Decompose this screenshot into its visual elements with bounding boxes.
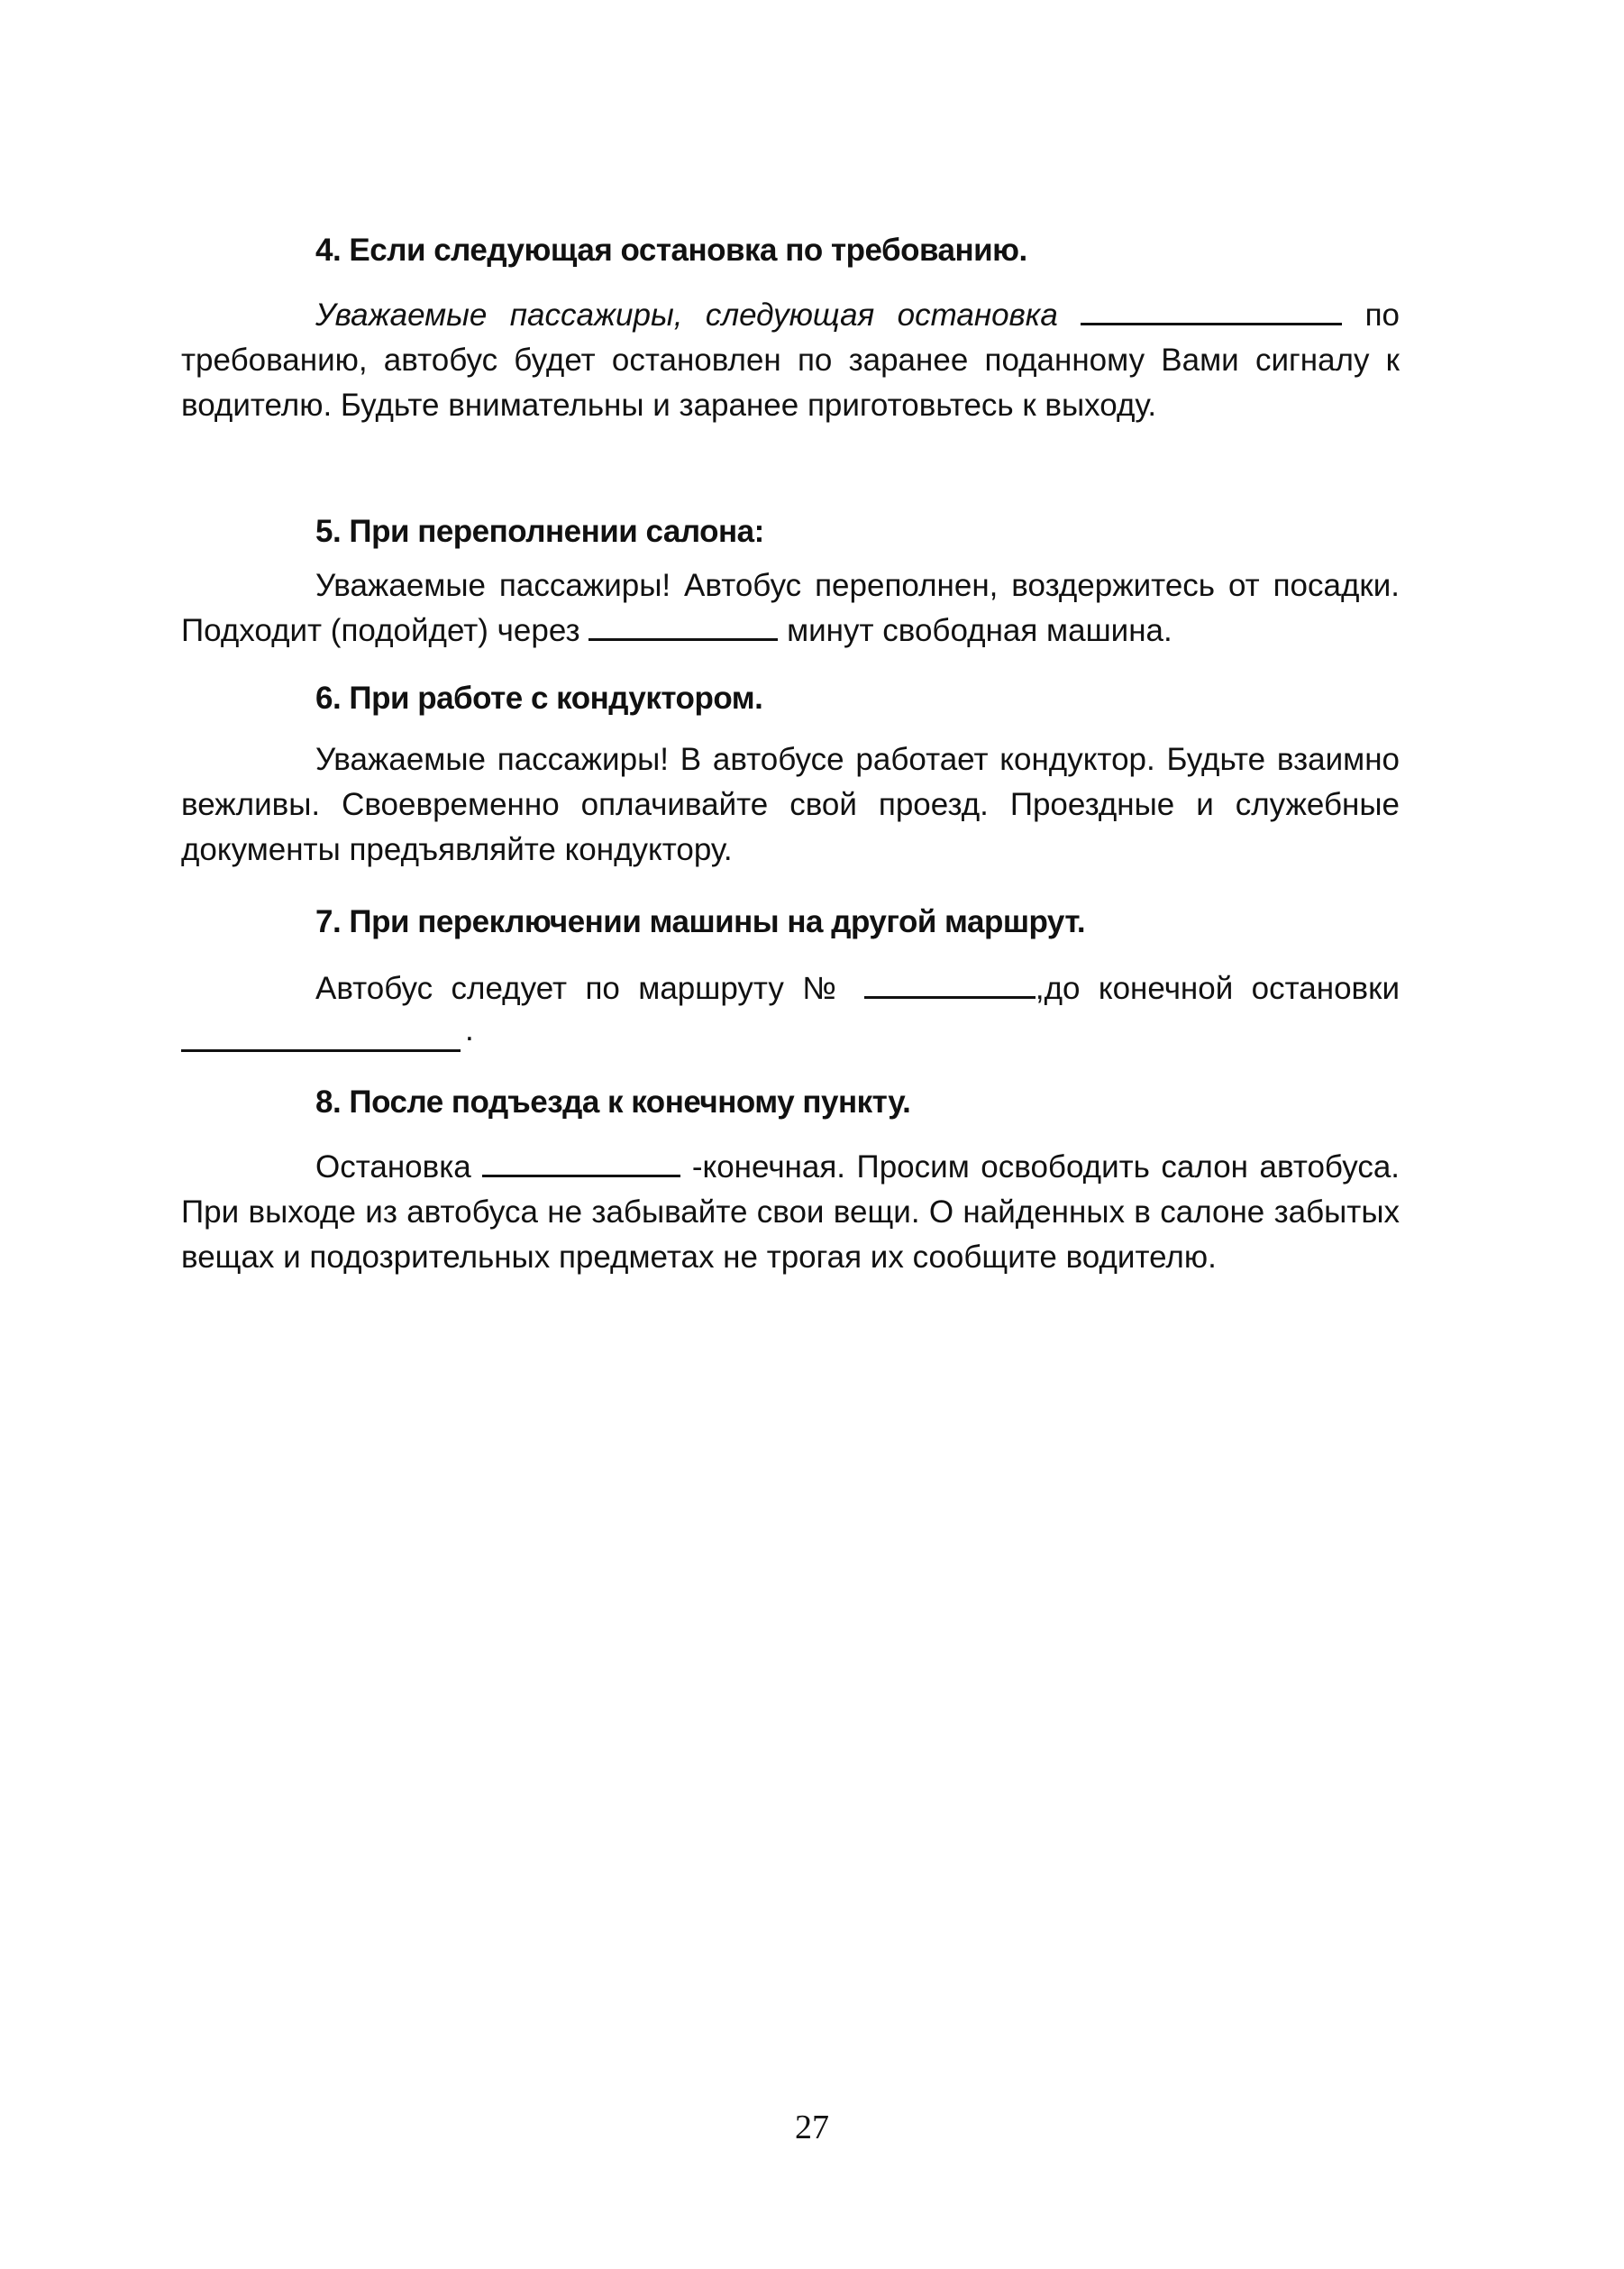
section-7-text-part1: Автобус следует по маршруту №: [315, 971, 846, 1006]
final-stop-name-blank[interactable]: [482, 1146, 680, 1177]
section-5-text-part2: минут свободная машина.: [787, 613, 1172, 648]
section-4-paragraph: [181, 293, 1400, 428]
route-number-blank[interactable]: [864, 967, 1036, 999]
section-6-heading: 6. При работе с кондуктором.: [315, 681, 763, 716]
section-5-paragraph: [181, 563, 1400, 654]
section-7-paragraph: [181, 966, 1400, 1011]
section-4-text-part1: Уважаемые пассажиры, следующая остановка: [315, 297, 1058, 333]
section-5-heading: 5. При переполнении салона:: [315, 514, 764, 549]
page-number: 27: [795, 2109, 829, 2146]
stop-name-blank[interactable]: [1081, 294, 1342, 325]
section-7-period: .: [465, 1012, 474, 1048]
section-8-heading: 8. После подъезда к конечному пункту.: [315, 1084, 911, 1120]
final-stop-blank[interactable]: [181, 1022, 461, 1052]
section-8-paragraph: [181, 1145, 1400, 1280]
section-7-heading: 7. При переключении машины на другой маршрут.: [315, 904, 1086, 939]
section-8-text-part2: -конечная. Просим освободить салон автобуса. При выходе из автобуса не забывайте свои вещи. О найденных в салоне забытых вещах и подозрительных предметах не трогая их сообщите водителю.: [181, 1149, 1400, 1275]
section-8-text-part1: Остановка: [315, 1149, 471, 1185]
section-5-text-part1: Уважаемые пассажиры! Автобус переполнен, воздержитесь от посадки. Подходит (подойдет) через: [181, 568, 1400, 648]
section-4-text-part2: по требованию, автобус будет остановлен по заранее поданному Вами сигналу к водителю. Будьте внимательны и заранее приготовьтесь к выходу.: [181, 297, 1400, 423]
minutes-blank[interactable]: [588, 609, 778, 641]
section-4-heading: 4. Если следующая остановка по требованию.: [315, 233, 1027, 268]
section-6-paragraph: Уважаемые пассажиры! В автобусе работает кондуктор. Будьте взаимно вежливы. Своевременно оплачивайте свой проезд. Проездные и служебные документы предъявляйте кондуктору.: [181, 742, 1400, 867]
section-7-text-part2: ,до конечной остановки: [1035, 971, 1400, 1006]
